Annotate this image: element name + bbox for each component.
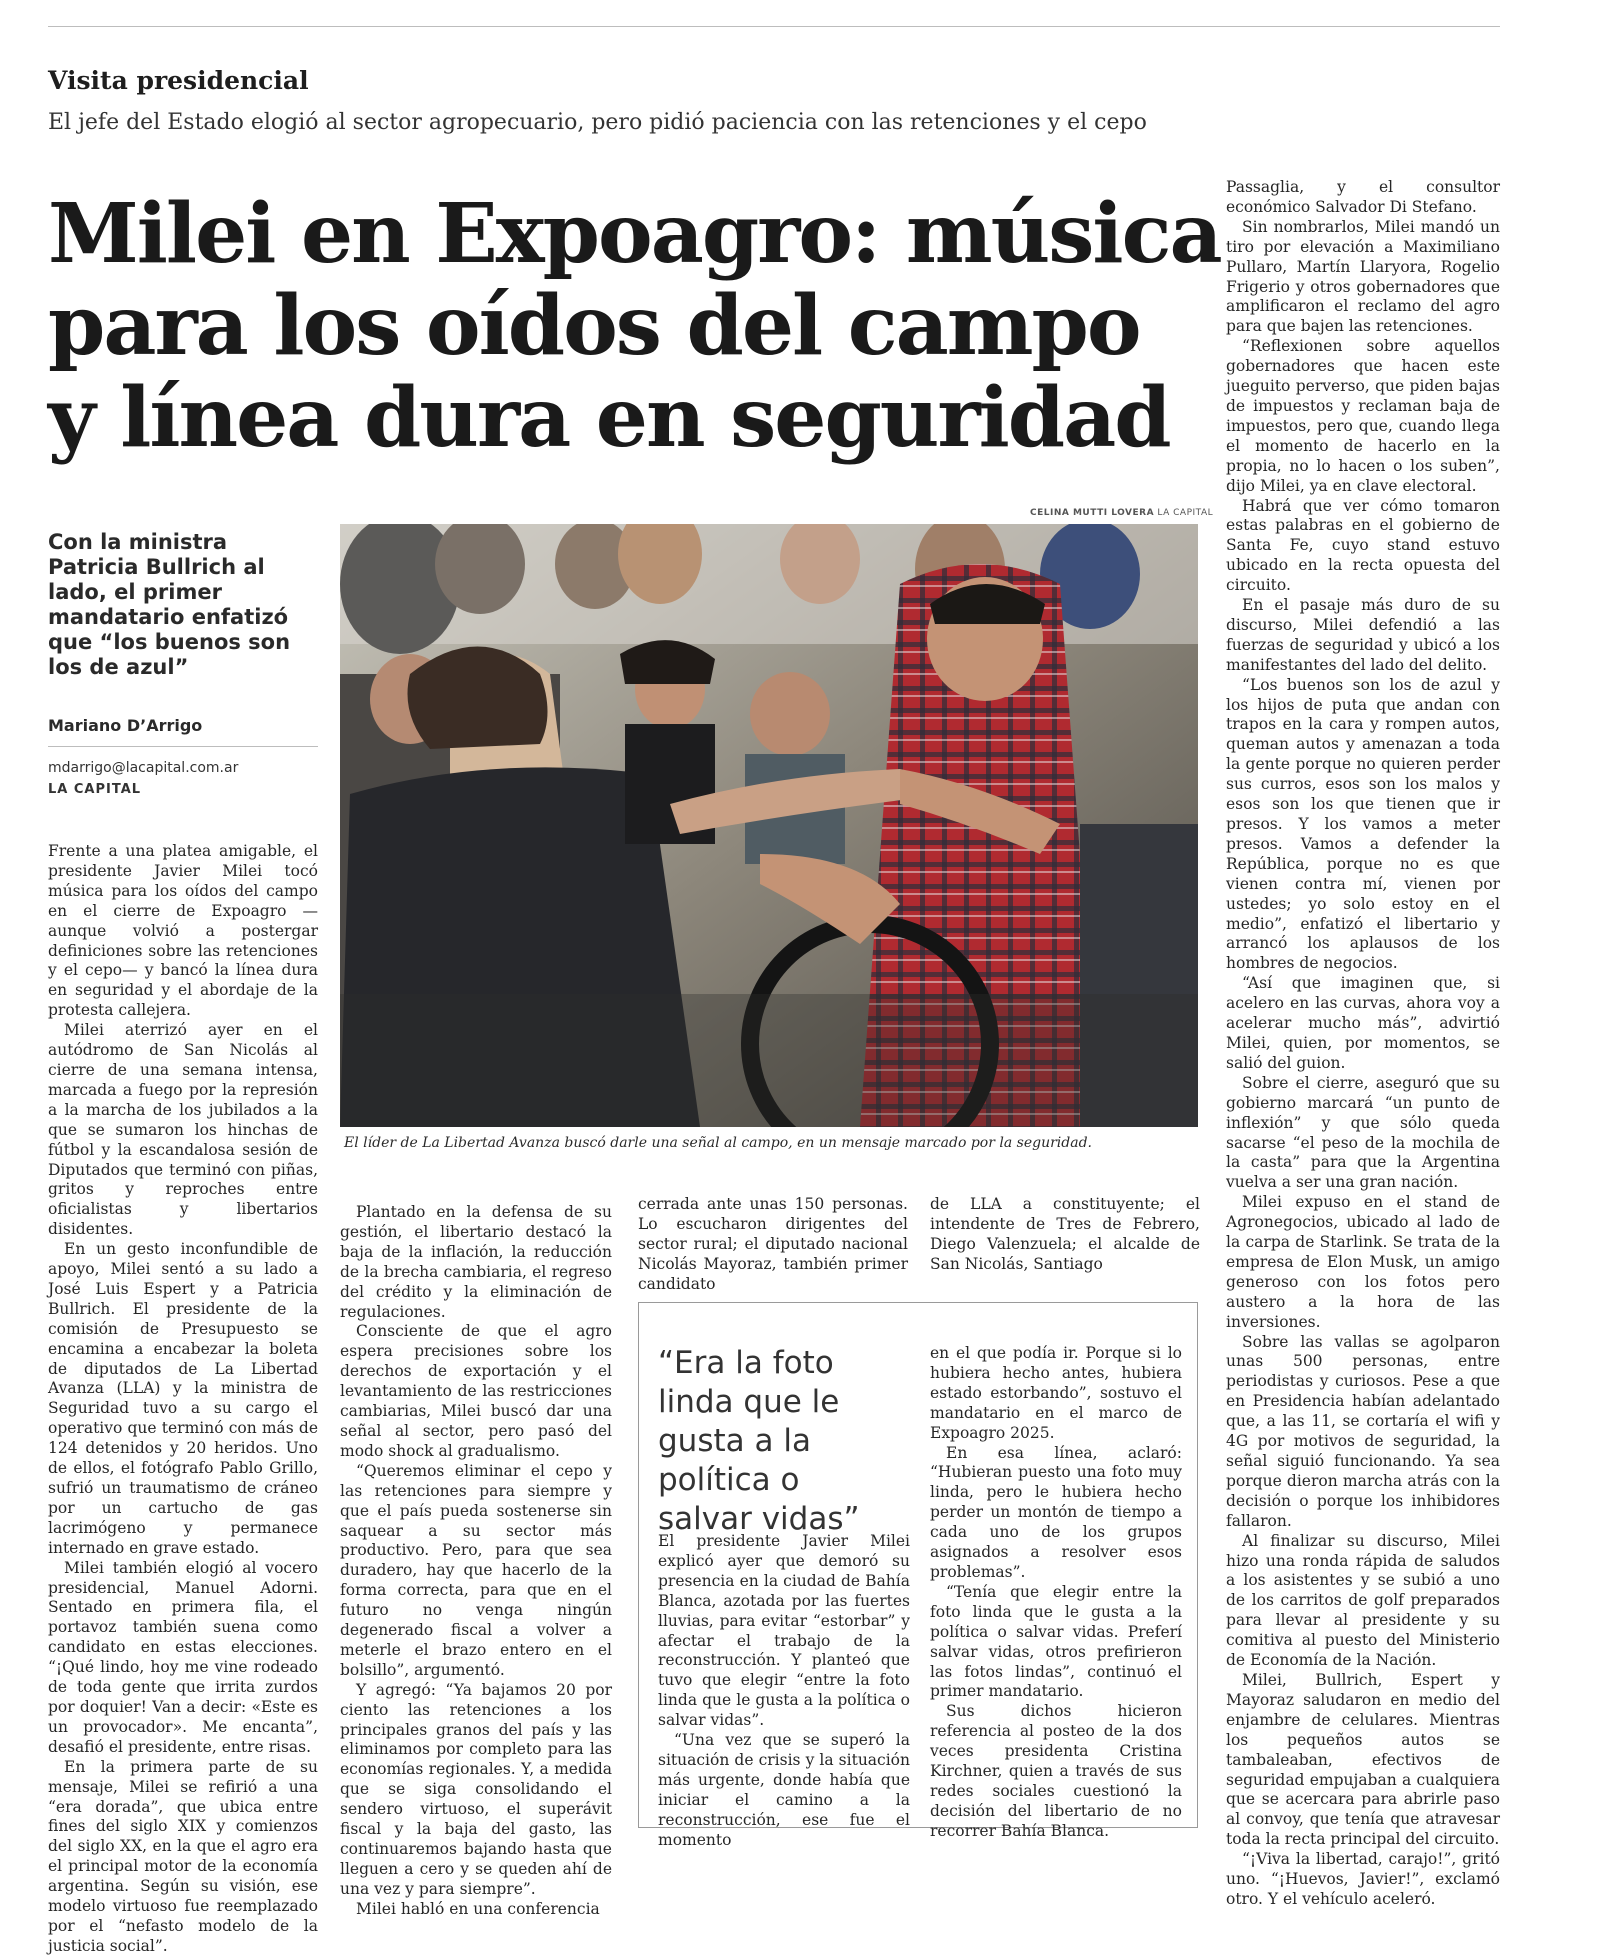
byline-rule (48, 746, 318, 747)
crowd-photo-illustration (340, 524, 1198, 1127)
paragraph: En esa línea, aclaró: “Hubieran puesto una foto muy linda, pero le hubiera hecho perder un montón de tiempo a cada uno de los grupos asignados a resolver esos problemas”. (930, 1443, 1182, 1581)
paragraph: cerrada ante unas 150 personas. Lo escucharon dirigentes del sector rural; el diputado nacional Nicolás Mayoraz, también primer candidato (638, 1195, 908, 1293)
paragraph: “Así que imaginen que, si acelero en las curvas, ahora voy a acelerar mucho más”, advirtió Milei, quien, por momentos, se salió del guion. (1226, 974, 1500, 1072)
paragraph: Milei expuso en el stand de Agronegocios, ubicado al lado de la carpa de Starlink. Se trata de la empresa de Elon Musk, un amigo generoso con los fotos pero austero a la hora de las inversiones. (1226, 1193, 1500, 1331)
headline-line-1: Milei en Expoagro: música (48, 186, 1221, 282)
paragraph: “¡Viva la libertad, carajo!”, gritó uno. “¡Huevos, Javier!”, exclamó otro. Y el vehículo aceleró. (1226, 1850, 1500, 1908)
paragraph: “Reflexionen sobre aquellos gobernadores que hacen este jueguito perverso, que piden bajas de impuestos y reclaman baja de impuestos, pero que, cuando llega el momento de hacerlo en la propia, no lo hacen o los suben”, dijo Milei, ya en clave electoral. (1226, 337, 1500, 495)
sidebar-column-a (658, 1532, 910, 1851)
outlet-name: LA CAPITAL (48, 782, 142, 797)
paragraph: Milei habló en una conferencia (356, 1899, 600, 1918)
paragraph: Habrá que ver cómo tomaron estas palabras en el gobierno de Santa Fe, cuyo stand estuvo ubicado en la recta opuesta del circuito. (1226, 496, 1500, 595)
paragraph: “Queremos eliminar el cepo y las retenciones para siempre y que el país pueda sostenerse sin saquear a su sector más productivo. Pero, para que sea duradero, hay que hacerlo de la forma correcta, para que en el futuro no venga ningún degenerado fiscal a volver a meterle el brazo entero en el bolsillo”, argumentó. (340, 1461, 612, 1679)
paragraph: Sin nombrarlos, Milei mandó un tiro por elevación a Maximiliano Pullaro, Martín Llaryora, Rogelio Frigerio y otros gobernadores que amplificaron el reclamo del agro para que bajen las retenciones. (1226, 217, 1500, 336)
photo-caption: El líder de La Libertad Avanza buscó darle una señal al campo, en un mensaje marcado por la seguridad. (344, 1135, 1092, 1151)
paragraph: Sobre el cierre, aseguró que su gobierno marcará “un punto de inflexión” y que sólo queda sacarse “el peso de la mochila de la casta” para que la Argentina vuelva a ser una gran nación. (1226, 1073, 1500, 1192)
lede: Con la ministra Patricia Bullrich al lado, el primer mandatario enfatizó que “los buenos son los de azul” (48, 530, 291, 679)
sidebar-column-b (930, 1344, 1182, 1842)
paragraph: Plantado en la defensa de su gestión, el libertario destacó la baja de la inflación, la reducción de la brecha cambiaria, el regreso del crédito y la eliminación de regulaciones. (340, 1203, 612, 1321)
author-byline: Mariano D’Arrigo (48, 716, 203, 735)
author-email[interactable]: mdarrigo@lacapital.com.ar (48, 760, 239, 776)
article-column-5 (1226, 178, 1500, 1910)
paragraph: Consciente de que el agro espera precisiones sobre los derechos de exportación y el levantamiento de las restricciones cambiarias, Milei buscó dar una señal al sector, pero pasó del modo shock al gradualismo. (340, 1322, 612, 1460)
sidebar-quote: “Era la foto linda que le gusta a la política o salvar vidas” (658, 1345, 860, 1537)
paragraph: Milei, Bullrich, Espert y Mayoraz saludaron en medio del enjambre de celulares. Mientras los pequeños autos se tambaleaban, efectivos de seguridad empujaban a cualquiera que se acercara para abrirle paso al convoy, que tenía que atravesar toda la recta principal del circuito. (1226, 1670, 1500, 1849)
article-column-4-top (930, 1195, 1200, 1275)
headline-line-2: para los oídos del campo (48, 278, 1140, 374)
paragraph: Sobre las vallas se agolparon unas 500 personas, entre periodistas y curiosos. Pese a que en Presidencia habían adelantado que, a las 11, se cortaría el wifi y 4G por motivos de seguridad, la señal siguió funcionando. Ya sea porque dieron marcha atrás con la decisión o porque los inhibidores fallaron. (1226, 1332, 1500, 1530)
paragraph: Sus dichos hicieron referencia al posteo de la dos veces presidenta Cristina Kirchner, quien a través de sus redes sociales cuestionó la decisión del libertario de no recorrer Bahía Blanca. (930, 1702, 1182, 1840)
news-photo (340, 524, 1198, 1127)
paragraph: Al finalizar su discurso, Milei hizo una ronda rápida de saludos a los asistentes y se subió a uno de los carritos de golf preparados para llevar al presidente y su comitiva al puesto del Ministerio de Economía de la Nación. (1226, 1531, 1500, 1670)
paragraph: En la primera parte de su mensaje, Milei se refirió a una “era dorada”, que ubica entre fines del siglo XIX y comienzos del siglo XX, en la que el agro era el principal motor de la economía argentina. Según su visión, ese modelo virtuoso fue reemplazado por el “nefasto modelo de la justicia social”. (48, 1757, 318, 1955)
paragraph: “Tenía que elegir entre la foto linda que le gusta a la política o salvar vidas. Preferí salvar vidas, otros prefirieron las fotos lindas”, continuó el primer mandatario. (930, 1582, 1182, 1701)
paragraph: en el que podía ir. Porque si lo hubiera hecho antes, hubiera estado estorbando”, sostuvo el mandatario en el marco de Expoagro 2025. (930, 1344, 1182, 1442)
paragraph: Frente a una platea amigable, el presidente Javier Milei tocó música para los oídos del campo en el cierre de Expoagro —aunque volvió a postergar definiciones sobre las retenciones y el cepo— y bancó la línea dura en seguridad y el abordaje de la protesta callejera. (48, 842, 318, 1020)
paragraph: Y agregó: “Ya bajamos 20 por ciento las retenciones a los principales granos del país y las eliminamos por completo para las economías regionales. Y, a medida que se siga consolidando el sendero virtuoso, el superávit fiscal y la baja del gasto, las continuaremos bajando hasta que lleguen a cero y se queden ahí de una vez y para siempre”. (340, 1680, 612, 1898)
paragraph: “Los buenos son los de azul y los hijos de puta que andan con trapos en la cara y rompen autos, queman autos y amenazan a toda la gente porque no quieren perder sus curros, esos son los malos y esos son los que tienen que ir presos. Y los vamos a meter presos. Vamos a defender la República, porque no es que vienen contra mí, vienen por ustedes; yo solo estoy en el medio”, enfatizó el libertario y arrancó los aplausos de los hombres de negocios. (1226, 675, 1500, 973)
paragraph: En un gesto inconfundible de apoyo, Milei sentó a su lado a José Luis Espert y a Patricia Bullrich. El presidente de la comisión de Presupuesto se encamina a encabezar la boleta de diputados de La Libertad Avanza (LLA) y la ministra de Seguridad tuvo a su cargo el operativo que terminó con más de 124 detenidos y 20 heridos. Uno de ellos, el fotógrafo Pablo Grillo, sufrió un traumatismo de cráneo por un cartucho de gas lacrimógeno y permanece internado en grave estado. (48, 1240, 318, 1557)
paragraph: “Una vez que se superó la situación de crisis y la situación más urgente, donde había que iniciar el camino a la reconstrucción, ese fue el momento (658, 1731, 910, 1849)
headline-line-3: y línea dura en seguridad (48, 370, 1170, 466)
article-column-1 (48, 842, 318, 1957)
paragraph: Milei aterrizó ayer en el autódromo de San Nicolás al cierre de una semana intensa, marcada a fuego por la represión a la marcha de los jubilados a la que se sumaron los hinchas de fútbol y la escandalosa sesión de Diputados que terminó con piñas, gritos y reproches entre oficialistas y libertarios disidentes. (48, 1021, 318, 1239)
article-column-3-top (638, 1195, 908, 1295)
kicker: El jefe del Estado elogió al sector agropecuario, pero pidió paciencia con las retenciones y el cepo (48, 110, 1147, 135)
paragraph: El presidente Javier Milei explicó ayer que demoró su presencia en la ciudad de Bahía Blanca, azotada por las fuertes lluvias, para evitar “estorbar” y afectar el trabajo de la reconstrucción. Y planteó que tuvo que elegir “entre la foto linda que le gusta a la política o salvar vidas”. (658, 1532, 910, 1730)
photo-credit: CELINA MUTTI LOVERA LA CAPITAL (1030, 508, 1214, 518)
paragraph: Passaglia, y el consultor económico Salvador Di Stefano. (1226, 178, 1500, 216)
paragraph: de LLA a constituyente; el intendente de Tres de Febrero, Diego Valenzuela; el alcalde de San Nicolás, Santiago (930, 1195, 1200, 1273)
top-rule (48, 26, 1500, 27)
headline (48, 186, 1221, 466)
paragraph: Milei también elogió al vocero presidencial, Manuel Adorni. Sentado en primera fila, el portavoz también suena como candidato en estas elecciones. “¡Qué lindo, hoy me vine rodeado de toda gente que irrita zurdos por doquier! Van a decir: «Este es un provocador». Me encanta”, desafió el presidente, entre risas. (48, 1558, 318, 1756)
article-column-2 (340, 1203, 612, 1920)
paragraph: En el pasaje más duro de su discurso, Milei defendió a las fuerzas de seguridad y ubicó a los manifestantes del lado del delito. (1226, 596, 1500, 674)
section-label: Visita presidencial (48, 66, 309, 95)
